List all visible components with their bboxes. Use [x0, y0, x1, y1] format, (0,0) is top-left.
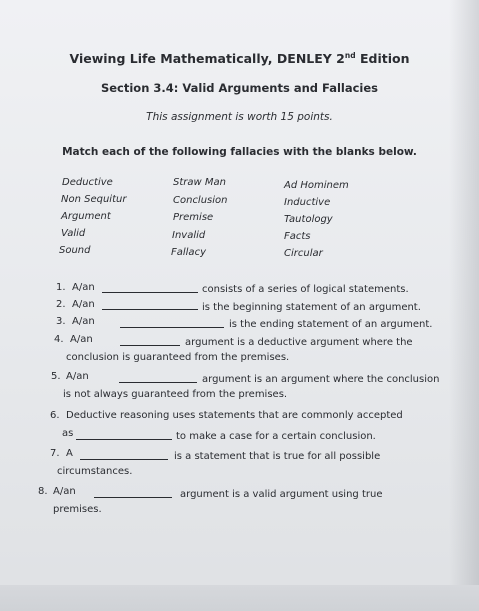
title-text: Viewing Life Mathematically, DENLEY 2: [69, 51, 345, 67]
question-prefix: A/an: [72, 299, 95, 310]
question-number: 5.: [51, 371, 61, 382]
question-number: 4.: [54, 334, 64, 345]
bank-word: Invalid: [172, 230, 206, 241]
bank-word: Deductive: [62, 177, 113, 188]
answer-blank[interactable]: [102, 283, 198, 293]
question-number: 7.: [50, 448, 60, 459]
question-continuation: circumstances.: [57, 466, 133, 477]
instructions: Match each of the following fallacies with the blanks below.: [62, 146, 417, 158]
bank-word: Conclusion: [173, 195, 228, 206]
question-prefix: A: [66, 448, 73, 459]
question-text: is the beginning statement of an argument.: [202, 302, 421, 313]
answer-blank[interactable]: [76, 430, 172, 440]
bank-word: Argument: [61, 211, 111, 222]
answer-blank[interactable]: [120, 318, 224, 328]
bank-word: Non Sequitur: [61, 194, 127, 205]
bank-word: Valid: [61, 228, 86, 239]
question-continuation: is not always guaranteed from the premises.: [63, 389, 288, 400]
bank-word: Ad Hominem: [284, 180, 349, 191]
question-text: argument is a deductive argument where the: [185, 337, 413, 348]
bank-word: Inductive: [284, 197, 331, 208]
bank-word: Tautology: [284, 214, 333, 225]
bank-word: Sound: [59, 245, 91, 256]
question-text: is the ending statement of an argument.: [229, 319, 433, 330]
answer-blank[interactable]: [94, 488, 172, 498]
section-heading: Section 3.4: Valid Arguments and Fallacies: [100, 81, 379, 95]
points-note: This assignment is worth 15 points.: [146, 111, 333, 123]
title-superscript: nd: [344, 51, 356, 60]
answer-blank[interactable]: [119, 373, 197, 383]
question-prefix: A/an: [72, 316, 95, 327]
question-number: 1.: [56, 282, 66, 293]
question-continuation: conclusion is guaranteed from the premises.: [66, 352, 290, 363]
page-bottom-strip: [0, 585, 479, 611]
question-number: 2.: [56, 299, 66, 310]
question-prefix: A/an: [72, 282, 95, 293]
question-number: 6.: [50, 410, 60, 421]
bank-word: Circular: [284, 248, 323, 259]
document-title: [0, 51, 479, 66]
title-end: Edition: [355, 51, 410, 67]
question-continuation-prefix: as: [62, 428, 74, 439]
bank-word: Facts: [284, 231, 311, 242]
bank-word: Fallacy: [171, 247, 206, 258]
question-prefix: A/an: [66, 371, 89, 382]
question-text: argument is an argument where the conclusion: [202, 374, 440, 385]
question-continuation: to make a case for a certain conclusion.: [176, 431, 376, 442]
question-text: consists of a series of logical statements.: [202, 284, 409, 295]
bank-word: Straw Man: [173, 177, 226, 188]
answer-blank[interactable]: [80, 450, 168, 460]
question-text: is a statement that is true for all possible: [174, 451, 381, 462]
question-number: 8.: [38, 486, 48, 497]
bank-word: Premise: [173, 212, 214, 223]
question-text: argument is a valid argument using true: [180, 489, 383, 500]
answer-blank[interactable]: [102, 300, 198, 310]
question-prefix: A/an: [70, 334, 93, 345]
answer-blank[interactable]: [120, 336, 180, 346]
question-number: 3.: [56, 316, 66, 327]
question-continuation: premises.: [53, 504, 102, 515]
question-text: Deductive reasoning uses statements that are commonly accepted: [66, 410, 403, 421]
question-prefix: A/an: [53, 486, 76, 497]
